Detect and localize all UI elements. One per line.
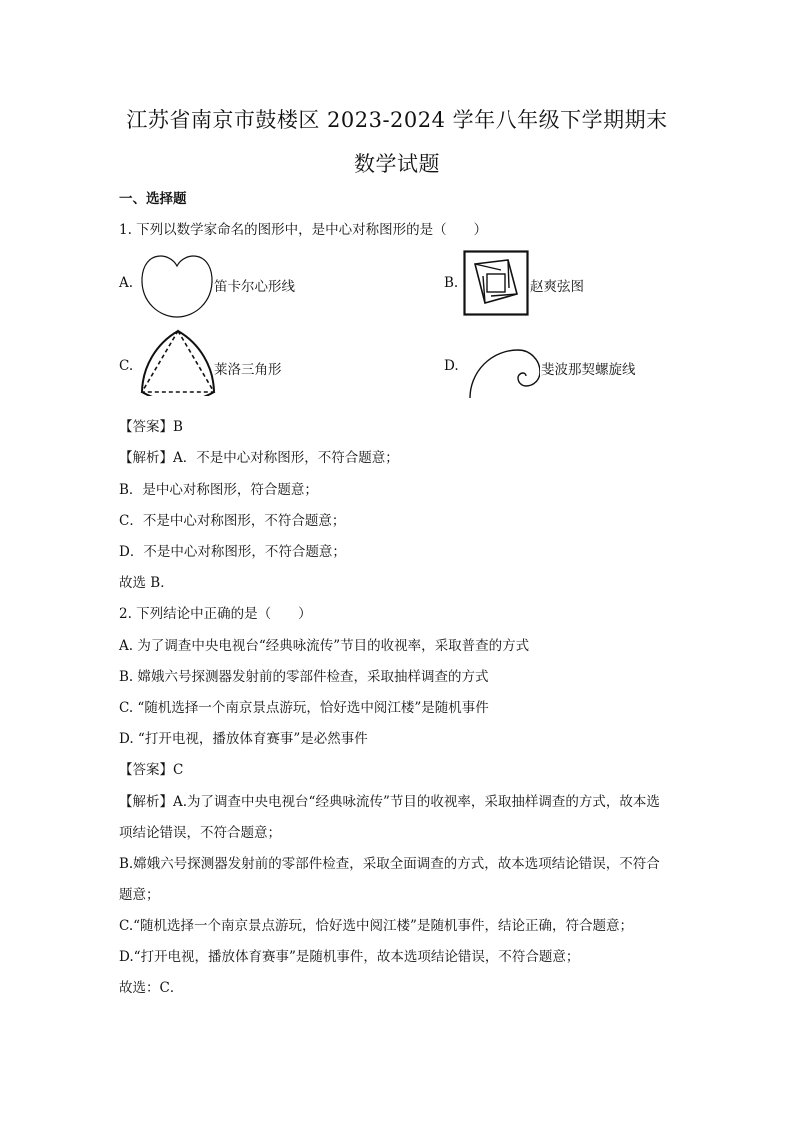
fibonacci-spiral-figure [464, 328, 540, 400]
q1-option-a-label: A. [119, 275, 134, 291]
q2-analysis-line: C.“随机选择一个南京景点游玩，恰好选中阅江楼”是随机事件，结论正确，符合题意； [119, 918, 633, 934]
q1-option-b-caption: 赵爽弦图 [530, 279, 584, 295]
q1-analysis-line: D．不是中心对称图形，不符合题意； [119, 544, 346, 560]
document-title-line2: 数学试题 [354, 152, 440, 176]
document-title-line1: 江苏省南京市鼓楼区 2023-2024 学年八年级下学期期末 [126, 108, 668, 132]
q2-analysis-line: 项结论错误，不符合题意； [119, 825, 281, 841]
q2-analysis-line: D.“打开电视，播放体育赛事”是随机事件，故本选项结论错误，不符合题意； [119, 949, 580, 965]
q1-analysis-line: 故选 B． [119, 575, 174, 591]
q2-option-d: D. “打开电视，播放体育赛事”是必然事件 [119, 731, 368, 747]
q2-analysis-line: 题意； [119, 887, 160, 903]
reuleaux-triangle-figure [138, 328, 218, 396]
q2-option-b: B. 嫦娥六号探测器发射前的零部件检查，采取抽样调查的方式 [119, 669, 489, 685]
q2-answer: 【答案】C [119, 762, 184, 778]
section-heading: 一、选择题 [119, 191, 187, 207]
q1-analysis-line: B．是中心对称图形，符合题意； [119, 482, 318, 498]
q2-option-a: A. 为了调查中央电视台“经典咏流传”节目的收视率，采取普查的方式 [119, 638, 530, 654]
q1-analysis-line: 【解析】A．不是中心对称图形，不符合题意； [119, 450, 399, 466]
q1-option-d-caption: 斐波那契螺旋线 [541, 362, 636, 378]
q2-analysis-line: B.嫦娥六号探测器发射前的零部件检查，采取全面调查的方式，故本选项结论错误，不符合 [119, 856, 660, 872]
q1-option-a-caption: 笛卡尔心形线 [214, 279, 295, 295]
q1-option-c-caption: 莱洛三角形 [214, 362, 282, 378]
q2-option-c: C. “随机选择一个南京景点游玩，恰好选中阅江楼”是随机事件 [119, 700, 489, 716]
zhao-shuang-diagram-figure [463, 250, 529, 316]
q1-option-c-label: C. [119, 358, 134, 374]
q1-option-b-label: B. [444, 275, 459, 291]
q1-analysis-line: C．不是中心对称图形，不符合题意； [119, 513, 346, 529]
cardioid-figure [138, 248, 216, 320]
question-2-stem: 2. 下列结论中正确的是（ ） [119, 606, 312, 622]
q2-analysis-line: 故选：C． [119, 980, 184, 996]
q1-option-d-label: D. [444, 358, 459, 374]
q2-analysis-line: 【解析】A.为了调查中央电视台“经典咏流传”节目的收视率，采取抽样调查的方式，故本选 [119, 794, 660, 810]
question-1-stem: 1. 下列以数学家命名的图形中，是中心对称图形的是（ ） [119, 222, 488, 238]
q1-answer: 【答案】B [119, 419, 183, 435]
